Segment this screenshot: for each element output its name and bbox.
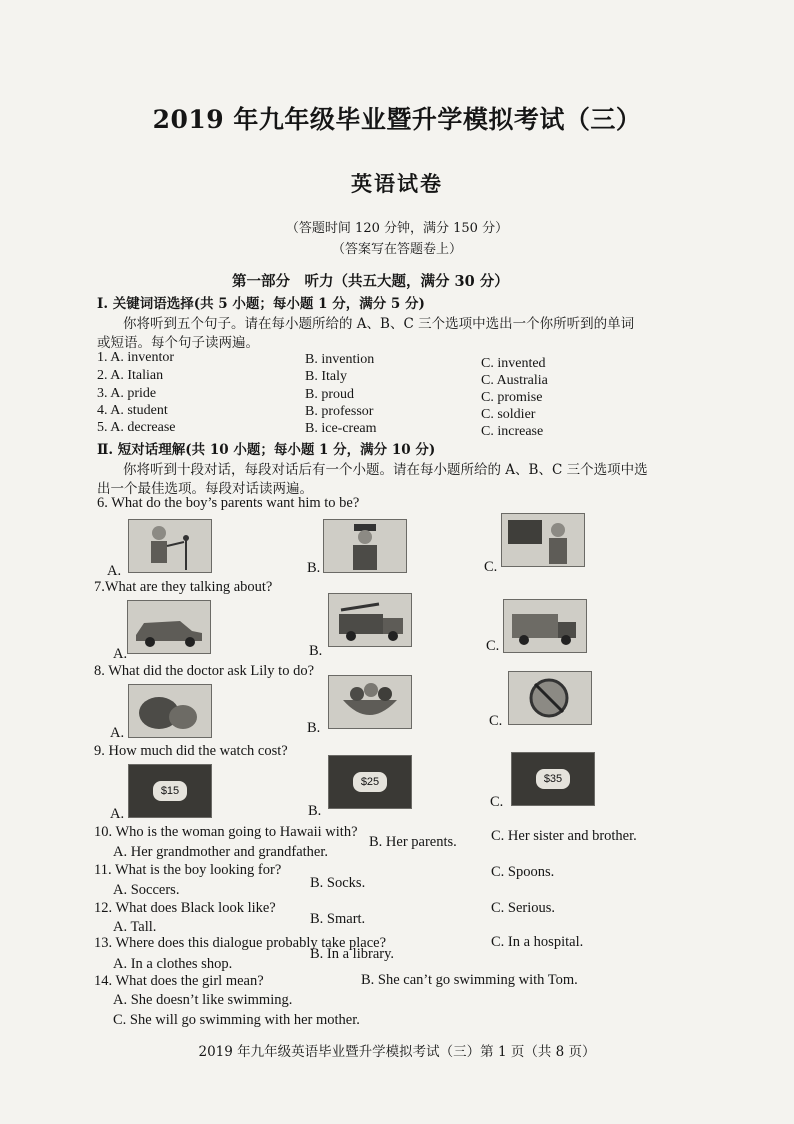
q14-option-a: A. She doesn’t like swimming. xyxy=(113,992,293,1008)
time-note: （答题时间 120 分钟，满分 150 分） xyxy=(285,221,509,236)
q8-label-a: A. xyxy=(110,725,125,741)
q6-picture-b-police xyxy=(323,519,407,573)
price-tag-c: $35 xyxy=(536,769,570,789)
price-tag-b: $25 xyxy=(353,772,387,792)
q10-option-a: A. Her grandmother and grandfather. xyxy=(113,844,329,860)
q9-picture-a-tag xyxy=(128,764,212,818)
page-subtitle: 英语试卷 xyxy=(351,171,443,196)
q8-stem: 8. What did the doctor ask Lily to do? xyxy=(94,663,315,679)
q9-picture-b-tag xyxy=(328,755,412,809)
police-icon xyxy=(324,520,406,572)
section2-heading: Ⅱ. 短对话理解(共 10 小题；每小题 1 分，满分 10 分) xyxy=(97,442,436,458)
section1-instruction-line1: 你将听到五个句子。请在每小题所给的 A、B、C 三个选项中选出一个你所听到的单词 xyxy=(123,316,635,332)
q8-picture-a-vegetables xyxy=(128,684,212,738)
q11-stem: 11. What is the boy looking for? xyxy=(94,862,282,878)
q14-stem: 14. What does the girl mean? xyxy=(94,973,264,989)
q12-option-b: B. Smart. xyxy=(310,911,366,927)
q1-option-c: C. invented xyxy=(481,356,546,371)
q4-option-b: B. professor xyxy=(305,404,374,419)
q9-label-a: A. xyxy=(110,806,125,822)
q10-option-b: B. Her parents. xyxy=(369,834,457,850)
q7-label-b: B. xyxy=(309,643,323,659)
q8-label-b: B. xyxy=(307,720,321,736)
q13-stem: 13. Where does this dialogue probably take place? xyxy=(94,935,387,951)
vegetables-icon xyxy=(129,685,211,737)
q1-option-b: B. invention xyxy=(305,352,375,367)
q3-option-a: 3. A. pride xyxy=(97,386,157,401)
fruit-bowl-icon xyxy=(329,676,411,728)
q7-label-c: C. xyxy=(486,638,500,654)
section1-heading: Ⅰ. 关键词语选择(共 5 小题；每小题 1 分，满分 5 分) xyxy=(97,296,425,312)
q11-option-a: A. Soccers. xyxy=(113,882,180,898)
q3-option-b: B. proud xyxy=(305,387,354,402)
q6-label-a: A. xyxy=(107,563,122,579)
q13-option-b: B. In a library. xyxy=(310,946,395,962)
q6-label-b: B. xyxy=(307,560,321,576)
q5-option-b: B. ice-cream xyxy=(305,421,377,436)
q2-option-b: B. Italy xyxy=(305,369,347,384)
q10-stem: 10. Who is the woman going to Hawaii with? xyxy=(94,824,358,840)
q1-option-a: 1. A. inventor xyxy=(97,350,174,365)
q8-picture-b-fruit xyxy=(328,675,412,729)
q8-label-c: C. xyxy=(489,713,503,729)
q10-option-c: C. Her sister and brother. xyxy=(491,828,637,844)
q7-stem: 7.What are they talking about? xyxy=(94,579,273,595)
q14-option-c: C. She will go swimming with her mother. xyxy=(113,1012,360,1028)
q11-option-c: C. Spoons. xyxy=(491,864,555,880)
q4-option-c: C. soldier xyxy=(481,407,536,422)
q2-option-a: 2. A. Italian xyxy=(97,368,164,383)
fire-truck-icon xyxy=(329,594,411,646)
q12-option-c: C. Serious. xyxy=(491,900,556,916)
q9-label-c: C. xyxy=(490,794,504,810)
singer-icon xyxy=(129,520,211,572)
price-tag-a: $15 xyxy=(153,781,187,801)
q13-option-a: A. In a clothes shop. xyxy=(113,956,233,972)
page-title: 2019 年九年级毕业暨升学模拟考试（三） xyxy=(152,105,642,134)
no-meat-icon xyxy=(509,672,591,724)
q9-stem: 9. How much did the watch cost? xyxy=(94,743,288,759)
section1-instruction-line2: 或短语。每个句子读两遍。 xyxy=(97,335,259,351)
page-footer: 2019 年九年级英语毕业暨升学模拟考试（三）第 1 页（共 8 页） xyxy=(198,1044,596,1060)
q7-picture-b-fire-truck xyxy=(328,593,412,647)
answer-note: （答案写在答题卷上） xyxy=(331,242,462,257)
q4-option-a: 4. A. student xyxy=(97,403,168,418)
q6-stem: 6. What do the boy’s parents want him to be? xyxy=(97,495,360,511)
section2-instruction-line2: 出一个最佳选项。每段对话读两遍。 xyxy=(97,481,313,497)
q7-picture-a-police-car xyxy=(127,600,211,654)
q14-option-b: B. She can’t go swimming with Tom. xyxy=(361,972,578,988)
truck-icon xyxy=(504,600,586,652)
teacher-icon xyxy=(502,514,584,566)
q2-option-c: C. Australia xyxy=(481,373,548,388)
q3-option-c: C. promise xyxy=(481,390,543,405)
q13-option-c: C. In a hospital. xyxy=(491,934,584,950)
section2-instruction-line1: 你将听到十段对话，每段对话后有一个小题。请在每小题所给的 A、B、C 三个选项中选 xyxy=(123,462,648,478)
q7-picture-c-truck xyxy=(503,599,587,653)
police-car-icon xyxy=(128,601,210,653)
part-heading: 第一部分 听力（共五大题，满分 30 分） xyxy=(232,273,509,290)
q11-option-b: B. Socks. xyxy=(310,875,366,891)
q12-option-a: A. Tall. xyxy=(113,919,157,935)
q5-option-c: C. increase xyxy=(481,424,544,439)
q7-label-a: A. xyxy=(113,646,128,662)
q8-picture-c-no-meat xyxy=(508,671,592,725)
q6-label-c: C. xyxy=(484,559,498,575)
q6-picture-c-teacher xyxy=(501,513,585,567)
q12-stem: 12. What does Black look like? xyxy=(94,900,276,916)
q9-label-b: B. xyxy=(308,803,322,819)
q9-picture-c-tag xyxy=(511,752,595,806)
q6-picture-a-singer xyxy=(128,519,212,573)
q5-option-a: 5. A. decrease xyxy=(97,420,176,435)
